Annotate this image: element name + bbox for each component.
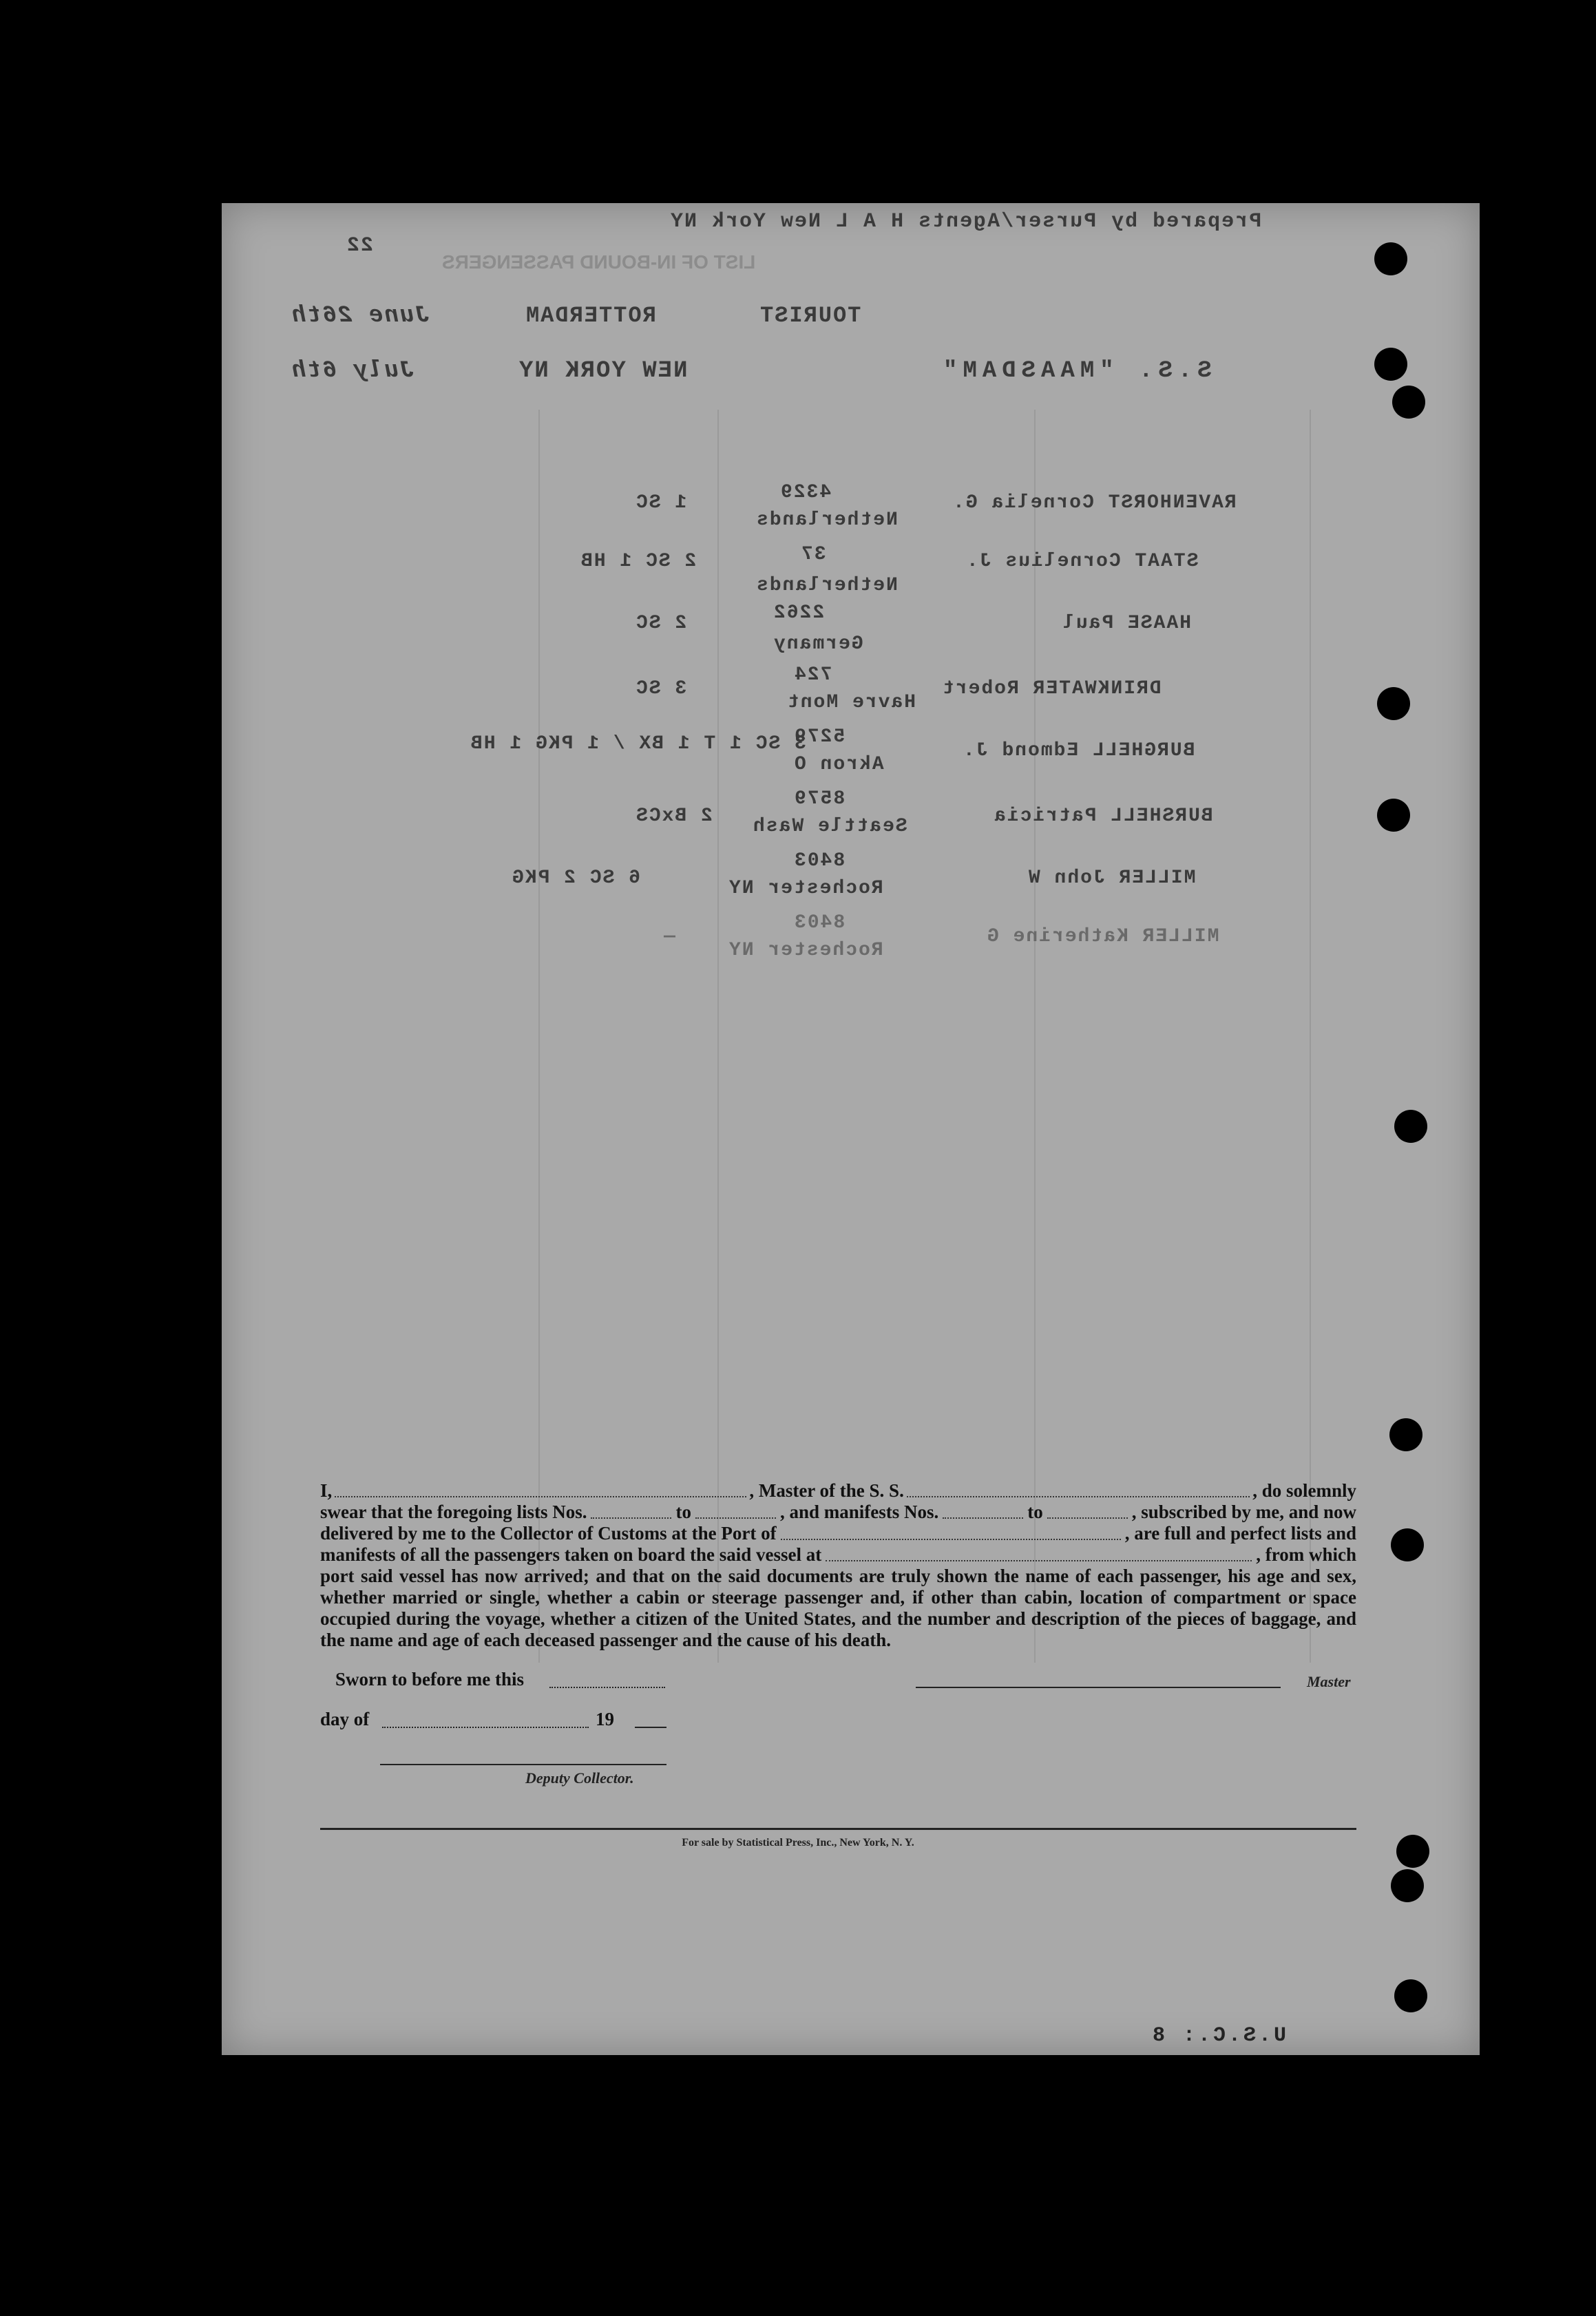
oath-text: , do solemnly [1252, 1480, 1356, 1501]
master-label: Master [1307, 1673, 1351, 1690]
passenger-baggage: 2 SC 1 HB [580, 551, 697, 572]
port-blank[interactable] [781, 1539, 1121, 1540]
passenger-baggage: 2 SC [635, 613, 687, 634]
manifest-sheet [222, 203, 1480, 2055]
passenger-baggage: 2 BxCS [635, 806, 713, 827]
passenger-baggage: 3 SC [635, 678, 687, 699]
passenger-name: RAVENHORST Cornelia G. [952, 492, 1237, 514]
form-title-faint: LIST OF IN-BOUND PASSENGERS [442, 251, 756, 273]
passenger-name: BURGHELL Edmond J. [962, 740, 1195, 761]
punch-hole [1394, 1979, 1427, 2012]
class-label: TOURIST [759, 303, 861, 328]
punch-hole [1377, 799, 1410, 832]
passenger-address: 8403 [793, 850, 846, 872]
footer-rule [320, 1828, 1356, 1830]
passenger-place: Seattle Wash [752, 816, 907, 837]
punch-hole [1374, 348, 1407, 381]
oath-text: , subscribed by me, and now [1131, 1502, 1357, 1522]
oath-paragraph [320, 1480, 1356, 1651]
passenger-place: Rochester NY [728, 940, 883, 961]
oath-text: , are full and perfect lists and [1124, 1523, 1356, 1544]
manifest-to-blank[interactable] [1047, 1517, 1128, 1519]
column-rule [1310, 410, 1311, 1663]
column-rule [538, 410, 540, 1663]
passenger-baggage: 6 SC 2 PKG [511, 867, 641, 889]
punch-hole [1391, 1528, 1424, 1561]
passenger-name: MILLER John W [1027, 867, 1196, 889]
oath-text: , and manifests Nos. [779, 1502, 939, 1522]
passenger-baggage: — [662, 926, 675, 947]
oath-line-4 [320, 1544, 1356, 1566]
punch-hole [1391, 1869, 1424, 1902]
punch-hole [1377, 687, 1410, 720]
year-label: 19 [596, 1709, 614, 1729]
passenger-name: DRINKWATER Robert [941, 678, 1162, 699]
passenger-place: Havre Mont [786, 692, 916, 713]
oath-text: to [1027, 1502, 1043, 1522]
passenger-baggage: 3 SC 1 T 1 BX / 1 PKG 1 HB [470, 733, 806, 755]
ship-name: S.S. "MAASDAM" [938, 358, 1212, 384]
passenger-address: 37 [800, 544, 826, 565]
punch-hole [1394, 1110, 1427, 1143]
oath-text: delivered by me to the Collector of Customs at the Port of [320, 1523, 777, 1544]
passenger-address: 724 [793, 664, 832, 686]
passenger-place: Netherlands [755, 509, 898, 531]
oath-line-2 [320, 1502, 1356, 1523]
passenger-place: Akron O [793, 754, 884, 775]
oath-text: , Master of the S. S. [749, 1480, 904, 1501]
passenger-address: 8579 [793, 788, 846, 810]
oath-text: manifests of all the passengers taken on board the said vessel at [320, 1544, 822, 1565]
oath-line-1 [320, 1480, 1356, 1502]
oath-text: swear that the foregoing lists Nos. [320, 1502, 587, 1522]
punch-hole [1374, 242, 1407, 275]
passenger-place: Germany [773, 633, 863, 655]
passenger-name: HAASE Paul [1062, 613, 1192, 634]
year-blank[interactable] [635, 1727, 666, 1728]
passenger-address: 2262 [773, 602, 825, 624]
passenger-address: 4329 [779, 482, 832, 503]
passenger-place: Netherlands [755, 575, 898, 596]
printer-credit: For sale by Statistical Press, Inc., New York, N. Y. [682, 1837, 914, 1849]
deputy-label: Deputy Collector. [525, 1769, 634, 1787]
passenger-baggage: 1 SC [635, 492, 687, 514]
punch-hole [1392, 386, 1425, 419]
oath-text: , from which [1256, 1544, 1356, 1565]
oath-body: port said vessel has now arrived; and that on the said documents are truly shown the name of each passenger, his age and sex, whether married or single, whether a cabin or steerage passenger and, if other than cabin, location of compartment or space occupied during the voyage, whether a citizen of the United States, and the number and description of the pieces of baggage, and the name and age of each deceased passenger and the cause of his death. [320, 1566, 1356, 1650]
sworn-label: Sworn to before me this [335, 1669, 524, 1689]
passenger-name: BURSHELL Patricia [993, 806, 1213, 827]
list-to-blank[interactable] [695, 1517, 776, 1519]
passenger-name: MILLER Katherine G [986, 926, 1219, 947]
sworn-date-blank[interactable] [549, 1687, 665, 1688]
passenger-address: 5279 [793, 726, 846, 748]
list-from-blank[interactable] [591, 1517, 671, 1519]
master-name-blank[interactable] [335, 1496, 746, 1497]
vessel-port-blank[interactable] [826, 1560, 1252, 1561]
ship-name-blank[interactable] [907, 1496, 1250, 1497]
passenger-address: 8403 [793, 912, 846, 934]
arrival-port: NEW YORK NY [518, 358, 688, 384]
form-code: U.S.C.: 8 [1150, 2024, 1287, 2047]
oath-text: I, [320, 1480, 333, 1501]
master-signature-line[interactable] [916, 1687, 1281, 1688]
day-of-label: day of [320, 1709, 370, 1729]
deputy-signature-line[interactable] [380, 1764, 666, 1765]
arrival-date: July 6th [291, 358, 414, 384]
oath-text: to [675, 1502, 691, 1522]
passenger-place: Rochester NY [728, 878, 883, 899]
departure-date: June 26th [291, 303, 430, 329]
punch-hole [1389, 1418, 1422, 1451]
column-rule [1034, 410, 1036, 1663]
day-blank[interactable] [382, 1727, 589, 1728]
sheet-number: 22 [346, 234, 374, 257]
departure-port: ROTTERDAM [525, 303, 656, 328]
prepared-by-text: Prepared by Purser/Agents H A L New York NY [669, 210, 1262, 233]
column-rule [717, 410, 719, 1663]
manifest-from-blank[interactable] [943, 1517, 1023, 1519]
passenger-name: STAAT Cornelius J. [965, 551, 1199, 572]
oath-line-3 [320, 1523, 1356, 1544]
